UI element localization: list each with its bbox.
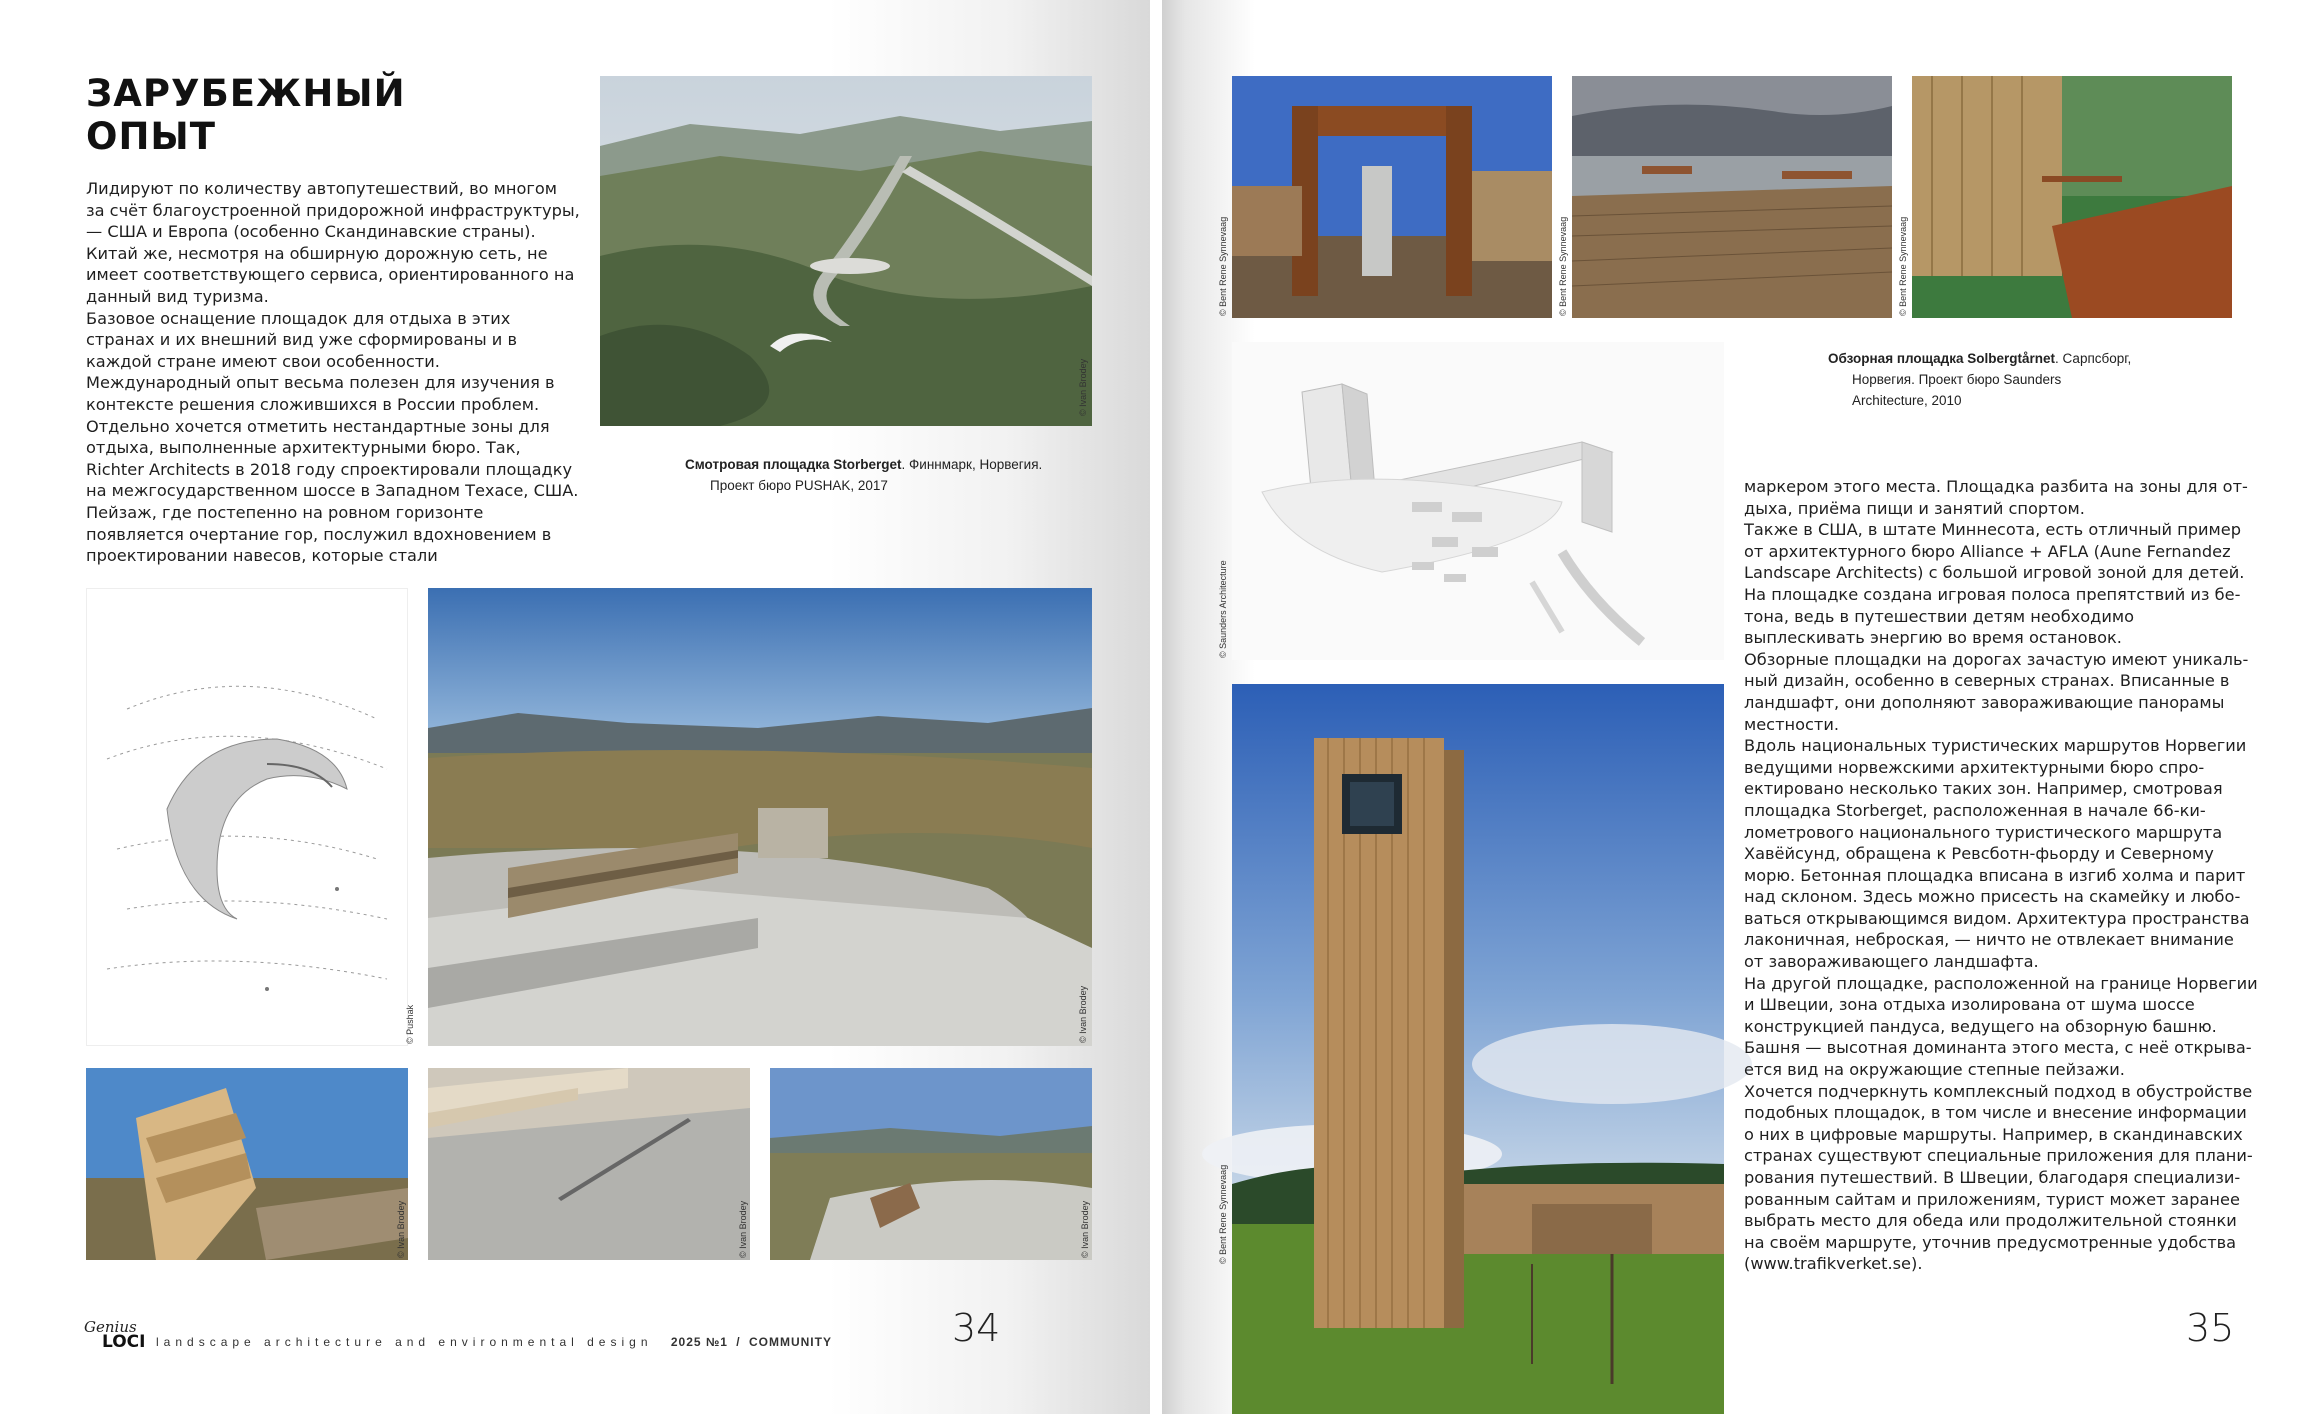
- photo-credit: © Bent Rene Synnevaag: [1898, 216, 1908, 316]
- aerial-photo-storberget: [600, 76, 1092, 426]
- footer-logo: [84, 1318, 145, 1352]
- photo-credit: © Bent Rene Synnevaag: [1558, 216, 1568, 316]
- left-page: [0, 0, 1150, 1414]
- paragraph: Хочется подчеркнуть комплексный подход в обустройстве подобных площадок, в том числе и внесение информации о них в цифровые маршруты. Например, в скандинавских странах существуют специальные приложения для планирования путешествий. В Швеции, благодаря специализированным сайтам и приложениям, турист может заранее выбрать место для обеда или продолжительной стоянки на своём маршруте, уточнив предусмотренные удобства (www.trafikverket.se).: [1744, 1081, 2253, 1274]
- photo-credit: © Pushak: [405, 1004, 415, 1044]
- site-plan-drawing: [86, 588, 415, 1046]
- photo-credit: © Saunders Architecture: [1218, 560, 1228, 658]
- caption-title: Обзорная площадка Solbergtårnet: [1828, 351, 2056, 366]
- benches-photo: [428, 588, 1092, 1046]
- photo-credit: © Bent Rene Synnevaag: [1218, 1164, 1228, 1264]
- tower-photo-solbergtarnet: [1218, 684, 1724, 1414]
- bench-closeup-image: [86, 1068, 408, 1260]
- photo-credit: © Ivan Brodey: [1078, 358, 1088, 416]
- caption-line-2: Проект бюро PUSHAK, 2017: [710, 478, 888, 493]
- paragraph: Также в США, в штате Миннесота, есть отличный пример от архитектурного бюро Alliance + AFLA (Aune Fernandez Landscape Architects) с большой игровой зоной для детей. На площадке создана игровая полоса препятствий из бетона, ведь в путешествии детям необходимо выплескивать энергию во время остановок.: [1744, 520, 2245, 648]
- caption-line-1: [1828, 348, 2168, 369]
- caption-line-2: Норвегия. Проект бюро Saunders: [1852, 372, 2062, 387]
- wooden-deck-image: [1572, 76, 1892, 318]
- bench-concrete-image: [428, 1068, 750, 1260]
- footer-tagline: landscape architecture and environmental design: [156, 1335, 653, 1349]
- thumbnail-bench-closeup: [86, 1068, 408, 1260]
- caption-line-1: [685, 454, 1105, 475]
- footer-slash: /: [736, 1335, 741, 1349]
- caption-solbergtarnet: [1828, 348, 2168, 411]
- architectural-model-image: [1232, 342, 1724, 660]
- caption-title: Смотровая площадка Storberget: [685, 457, 902, 472]
- observation-tower-image: [1232, 684, 1724, 1414]
- logo-loci: LOCI: [102, 1332, 146, 1352]
- photo-wooden-deck: [1558, 76, 1892, 318]
- heading-line-1: ЗАРУБЕЖНЫЙ: [86, 72, 406, 115]
- right-page: [1162, 0, 2320, 1414]
- photo-solberg-sign: [1898, 76, 2232, 318]
- paragraph: На другой площадке, расположенной на границе Норвегии и Швеции, зона отдыха изолирована от шума шоссе конструкцией пандуса, ведущего на обзорную башню. Башня — высотная доминанта этого места, с неё открывается вид на окружающие степные пейзажи.: [1744, 973, 2258, 1080]
- paragraph: маркером этого места. Площадка разбита на зоны для отдыха, приёма пищи и занятий спортом.: [1744, 477, 2248, 518]
- logo-genius: Genius: [84, 1318, 137, 1336]
- heading-line-2: ОПЫТ: [86, 115, 216, 158]
- left-article-text: [86, 178, 580, 567]
- aerial-landscape-image: [600, 76, 1092, 426]
- photo-rust-frame: [1218, 76, 1552, 318]
- photo-credit: © Bent Rene Synnevaag: [1218, 216, 1228, 316]
- thumbnail-platform-edge: [770, 1068, 1092, 1260]
- rust-frame-image: [1232, 76, 1552, 318]
- footer-issue: 2025 №1: [670, 1335, 728, 1349]
- photo-credit: © Ivan Brodey: [396, 1200, 406, 1258]
- caption-line-3: Architecture, 2010: [1852, 393, 1962, 408]
- concrete-platform-image: [428, 588, 1092, 1046]
- plan-image: [87, 589, 409, 1047]
- platform-edge-image: [770, 1068, 1092, 1260]
- caption-location: . Финнмарк, Норвегия.: [901, 457, 1043, 472]
- model-render-solbergtarnet: [1218, 342, 1724, 660]
- photo-credit: © Ivan Brodey: [738, 1200, 748, 1258]
- page-number-left: 34: [952, 1306, 1001, 1350]
- section-heading: [86, 72, 406, 158]
- paragraph: Обзорные площадки на дорогах зачастую имеют уникальный дизайн, особенно в северных странах. Вписанные в ландшафт, они дополняют завораживающие панорамы местности.: [1744, 649, 2249, 734]
- caption-storberget: [685, 454, 1105, 496]
- paragraph: Лидируют по количеству автопутешествий, во многом за счёт благоустроенной придорожной инфраструктуры, — США и Европа (особенно Скандинавские страны). Китай же, несмотря на обширную дорожную сеть, не имеет соответствующего сервиса, ориентированного на данный вид туризма.: [86, 179, 580, 306]
- photo-credit: © Ivan Brodey: [1080, 1200, 1090, 1258]
- paragraph: Базовое оснащение площадок для отдыха в этих странах и их внешний вид уже сформированы и в каждой стране имеют свои особенности. Международный опыт весьма полезен для изучения в контексте решения сложившихся в России проблем.: [86, 308, 555, 414]
- photo-credit: © Ivan Brodey: [1078, 985, 1088, 1043]
- footer-section: COMMUNITY: [748, 1335, 832, 1349]
- solberg-sign-image: [1912, 76, 2232, 318]
- caption-location: . Сарпсборг,: [2055, 351, 2132, 366]
- paragraph: Вдоль национальных туристических маршрутов Норвегии ведущими норвежскими архитектурными бюро спроектировано несколько таких зон. Например, смотровая площадка Storberget, расположенная в начале 66-километрового национального туристического маршрута Хавёйсунд, обращена к Ревсботн-фьорду и Северному морю. Бетонная площадка вписана в изгиб холма и парит над склоном. Здесь можно присесть на скамейку и любоваться открывающимся видом. Архитектура пространства лаконичная, неброская, — ничто не отвлекает внимание от завораживающего ландшафта.: [1744, 736, 2250, 972]
- page-number-right: 35: [2186, 1306, 2235, 1350]
- footer-line: [156, 1335, 832, 1349]
- paragraph: Отдельно хочется отметить нестандартные зоны для отдыха, выполненные архитектурными бюро. Так, Richter Architects в 2018 году спроектировали площадку на межгосударственном шоссе в Западном Техасе, США. Пейзаж, где постепенно на ровном горизонте появляется очертание гор, послужил вдохновением в проектировании навесов, которые стали: [86, 416, 579, 566]
- right-article-text: [1744, 476, 2258, 1275]
- thumbnail-bench-concrete: [428, 1068, 750, 1260]
